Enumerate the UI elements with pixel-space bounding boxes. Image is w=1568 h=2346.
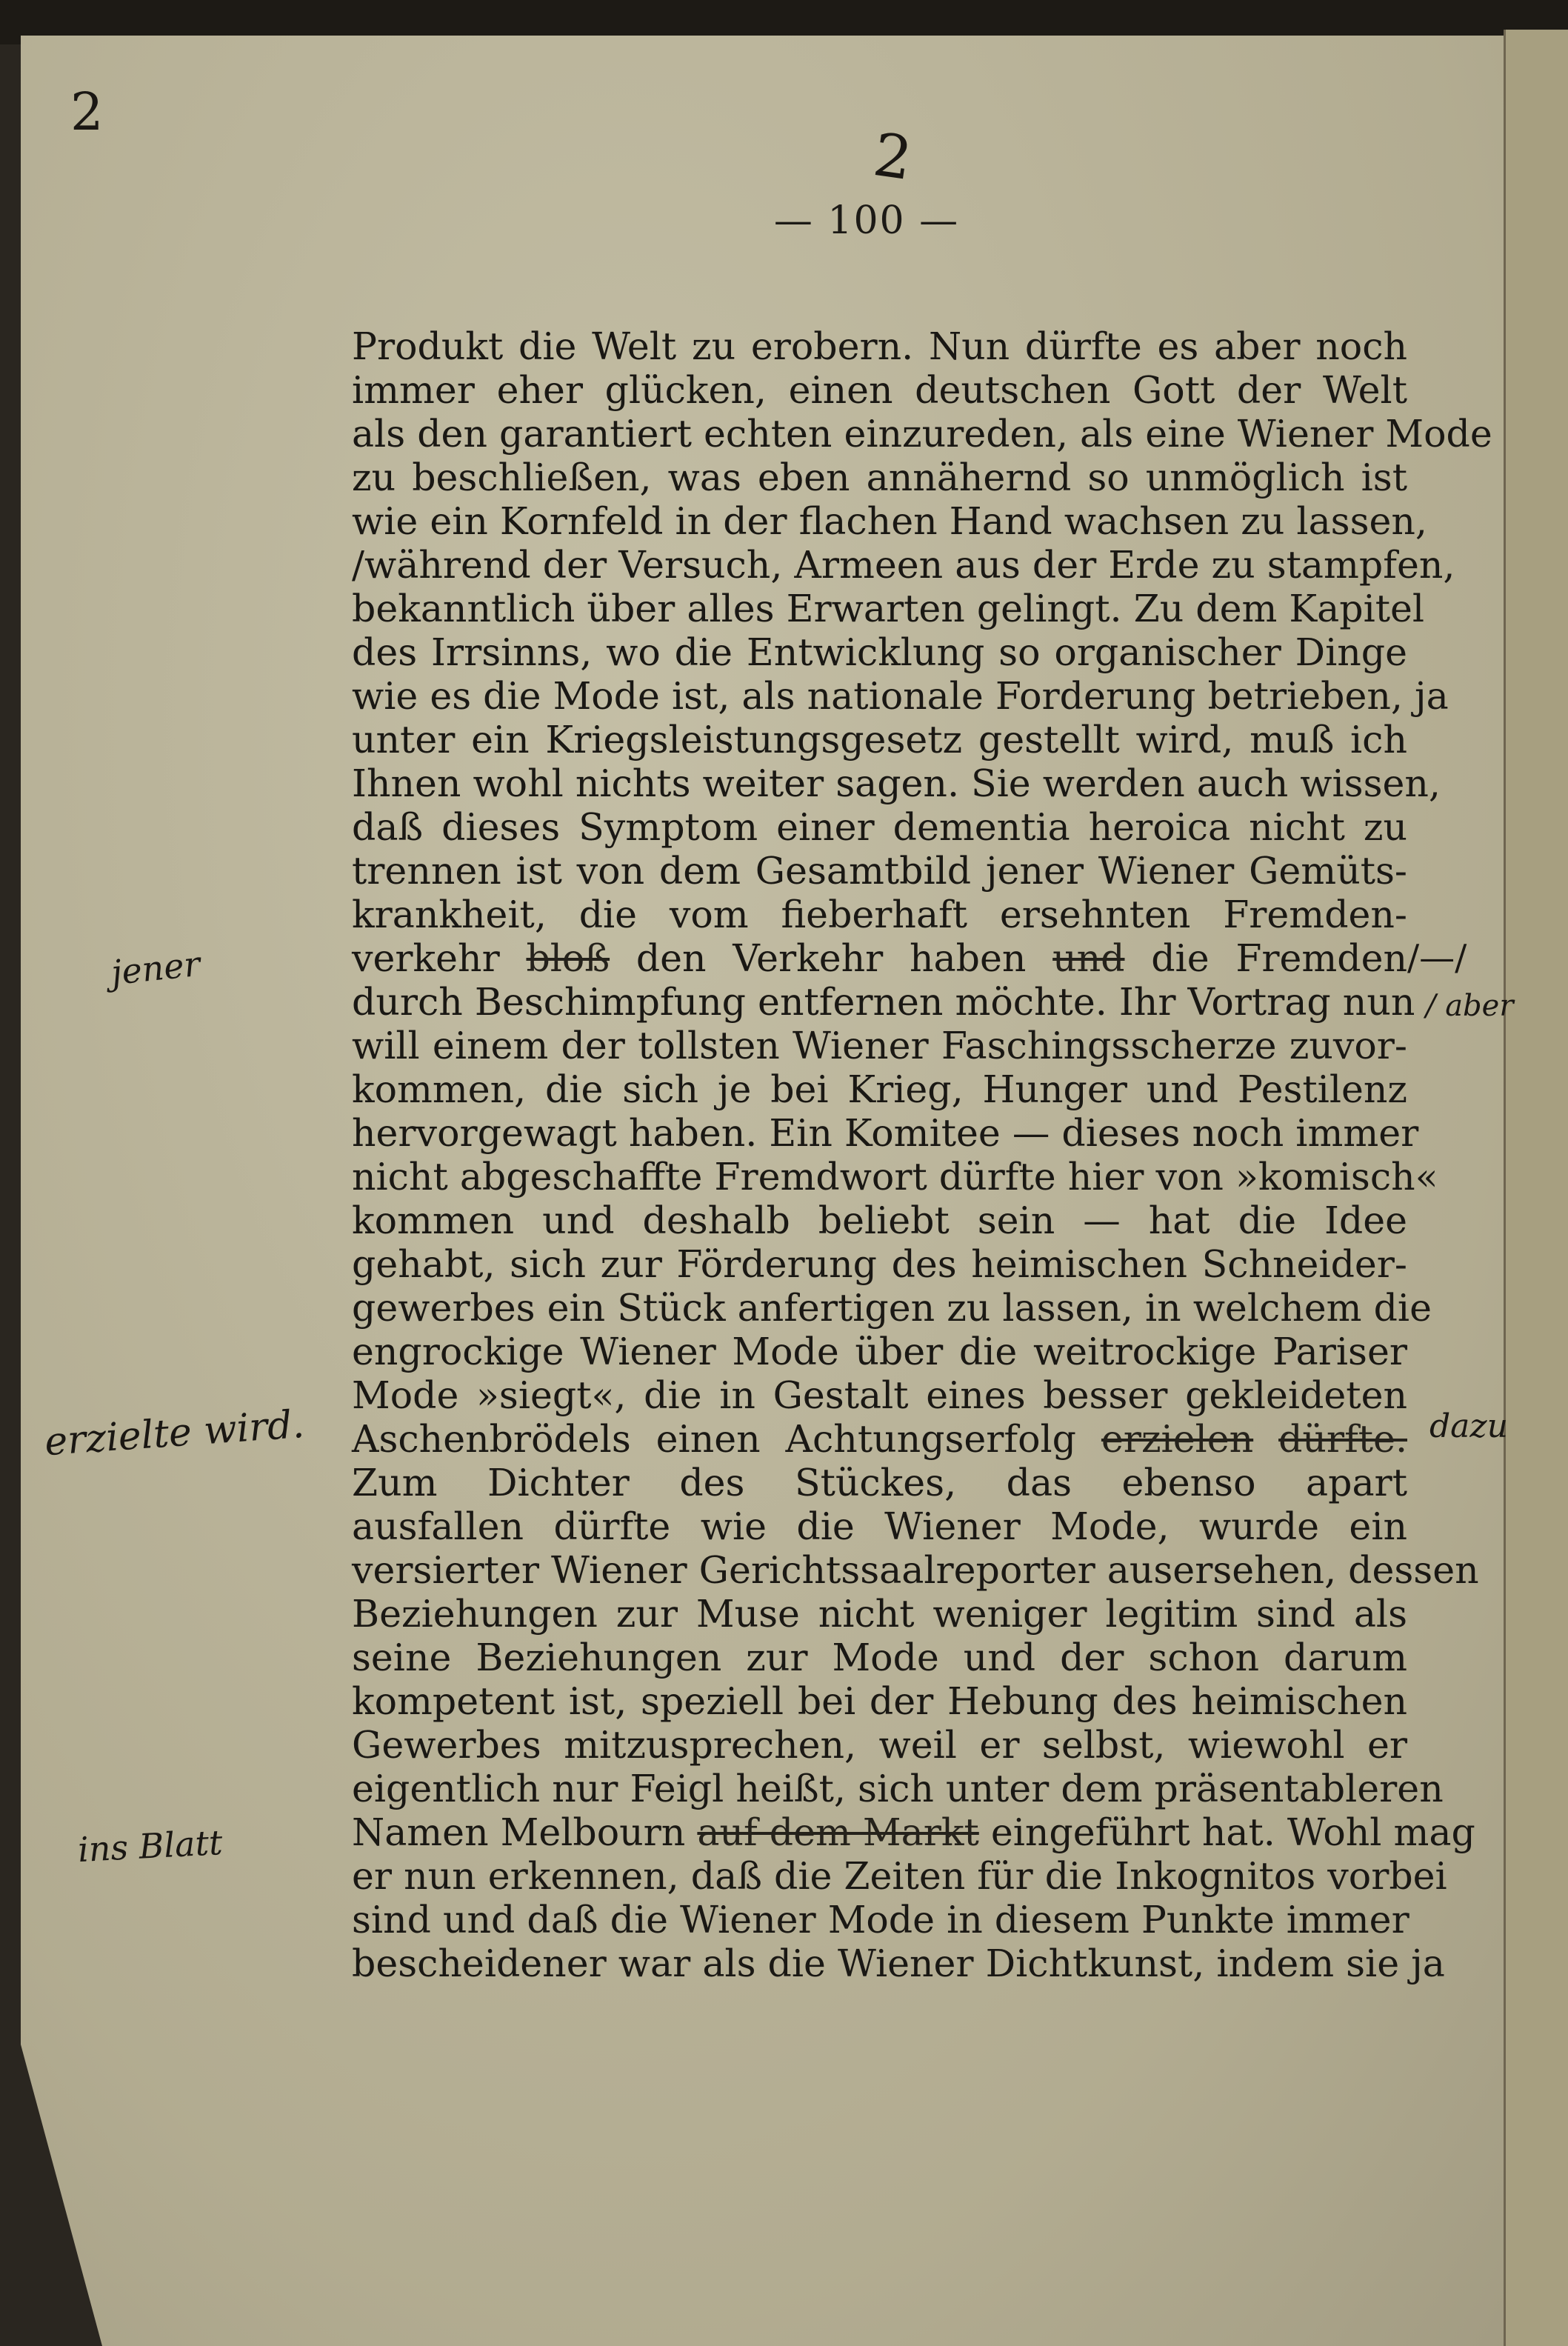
text-line: Mode »siegt«, die in Gestalt eines besser gekleideten (352, 1373, 1407, 1417)
text-line: Gewerbes mitzusprechen, weil er selbst, wiewohl er (352, 1723, 1407, 1767)
handwritten-margin-note: dazu (1429, 1407, 1508, 1445)
text-line: eigentlich nur Feigl heißt, sich unter dem präsentableren (352, 1767, 1444, 1810)
text-line: seine Beziehungen zur Mode und der schon darum (352, 1636, 1407, 1679)
text-line: will einem der tollsten Wiener Faschingsscherze zuvor- (352, 1024, 1407, 1067)
handwritten-corner-number: 2 (70, 81, 104, 142)
line-segment: die Fremden (1151, 936, 1408, 980)
text-line: unter ein Kriegsleistungsgesetz gestellt wird, muß ich (352, 718, 1407, 762)
text-line: bescheidener war als die Wiener Dichtkunst, indem sie ja (352, 1942, 1445, 1985)
text-line: wie es die Mode ist, als nationale Forderung betrieben, ja (352, 674, 1449, 718)
text-line-with-edits (352, 936, 1407, 980)
text-line: kompetent ist, speziell bei der Hebung des heimischen (352, 1679, 1407, 1723)
text-line: Ihnen wohl nichts weiter sagen. Sie werden auch wissen, (352, 762, 1441, 805)
text-line: Beziehungen zur Muse nicht weniger legitim sind als (352, 1592, 1407, 1636)
line-segment: Aschenbrödels einen Achtungserfolg (352, 1417, 1076, 1461)
text-line: durch Beschimpfung entfernen möchte. Ihr Vortrag nun (352, 980, 1415, 1024)
next-page-edge (1504, 30, 1568, 2346)
line-segment: Namen Melbourn (352, 1810, 686, 1854)
text-line: wie ein Kornfeld in der flachen Hand wachsen zu lassen, (352, 499, 1427, 543)
handwritten-margin-note: erzielte wird. (43, 1402, 306, 1465)
text-line: Zum Dichter des Stückes, das ebenso apart (352, 1461, 1407, 1504)
text-line: hervorgewagt haben. Ein Komitee — dieses noch immer (352, 1111, 1419, 1155)
text-line: trennen ist von dem Gesamtbild jener Wiener Gemüts- (352, 849, 1407, 893)
text-line: krankheit, die vom fieberhaft ersehnten Fremden- (352, 893, 1407, 936)
text-line: immer eher glücken, einen deutschen Gott der Welt (352, 368, 1407, 412)
handwritten-margin-note: ins Blatt (76, 1822, 224, 1870)
handwritten-margin-note: / aber (1426, 989, 1514, 1023)
handwritten-top-mark: 2 (869, 119, 917, 194)
text-line: kommen, die sich je bei Krieg, Hunger und Pestilenz (352, 1067, 1407, 1111)
text-line: gehabt, sich zur Förderung des heimischen Schneider- (352, 1242, 1407, 1286)
text-line: engrockige Wiener Mode über die weitrockige Pariser (352, 1330, 1407, 1373)
text-line: daß dieses Symptom einer dementia heroica nicht zu (352, 805, 1407, 849)
text-line: er nun erkennen, daß die Zeiten für die Inkognitos vorbei (352, 1854, 1447, 1898)
text-line: zu beschließen, was eben annähernd so unmöglich ist (352, 456, 1407, 499)
text-line: nicht abgeschaffte Fremdwort dürfte hier von »komisch« (352, 1155, 1438, 1199)
text-line: gewerbes ein Stück anfertigen zu lassen, in welchem die (352, 1286, 1432, 1330)
text-line: versierter Wiener Gerichtssaalreporter ausersehen, dessen (352, 1548, 1479, 1592)
text-line: des Irrsinns, wo die Entwicklung so organischer Dinge (352, 630, 1407, 674)
struck-word: auf dem Markt (697, 1810, 979, 1854)
text-line: /während der Versuch, Armeen aus der Erde zu stampfen, (352, 543, 1455, 587)
handwritten-margin-note: jener (109, 943, 202, 993)
text-line: als den garantiert echten einzureden, als eine Wiener Mode (352, 412, 1492, 456)
line-segment: den Verkehr haben (635, 936, 1027, 980)
text-line: Produkt die Welt zu erobern. Nun dürfte es aber noch (352, 324, 1407, 368)
struck-word: und (1052, 936, 1125, 980)
text-line: kommen und deshalb beliebt sein — hat die Idee (352, 1199, 1407, 1242)
line-segment: verkehr (352, 936, 500, 980)
struck-word: dürfte. (1278, 1417, 1407, 1461)
handwritten-margin-note: /—/ (1407, 937, 1467, 979)
text-line: ausfallen dürfte wie die Wiener Mode, wurde ein (352, 1504, 1407, 1548)
text-line-with-edits (352, 1417, 1407, 1461)
page-number: — 100 — (773, 199, 960, 243)
struck-word: bloß (526, 936, 610, 980)
text-line: sind und daß die Wiener Mode in diesem Punkte immer (352, 1898, 1409, 1942)
line-segment: eingeführt hat. Wohl mag (990, 1810, 1475, 1854)
text-line-with-edits (352, 1810, 1475, 1854)
text-line: bekanntlich über alles Erwarten gelingt. Zu dem Kapitel (352, 587, 1425, 630)
torn-corner (21, 2045, 102, 2346)
struck-word: erzielen (1101, 1417, 1254, 1461)
